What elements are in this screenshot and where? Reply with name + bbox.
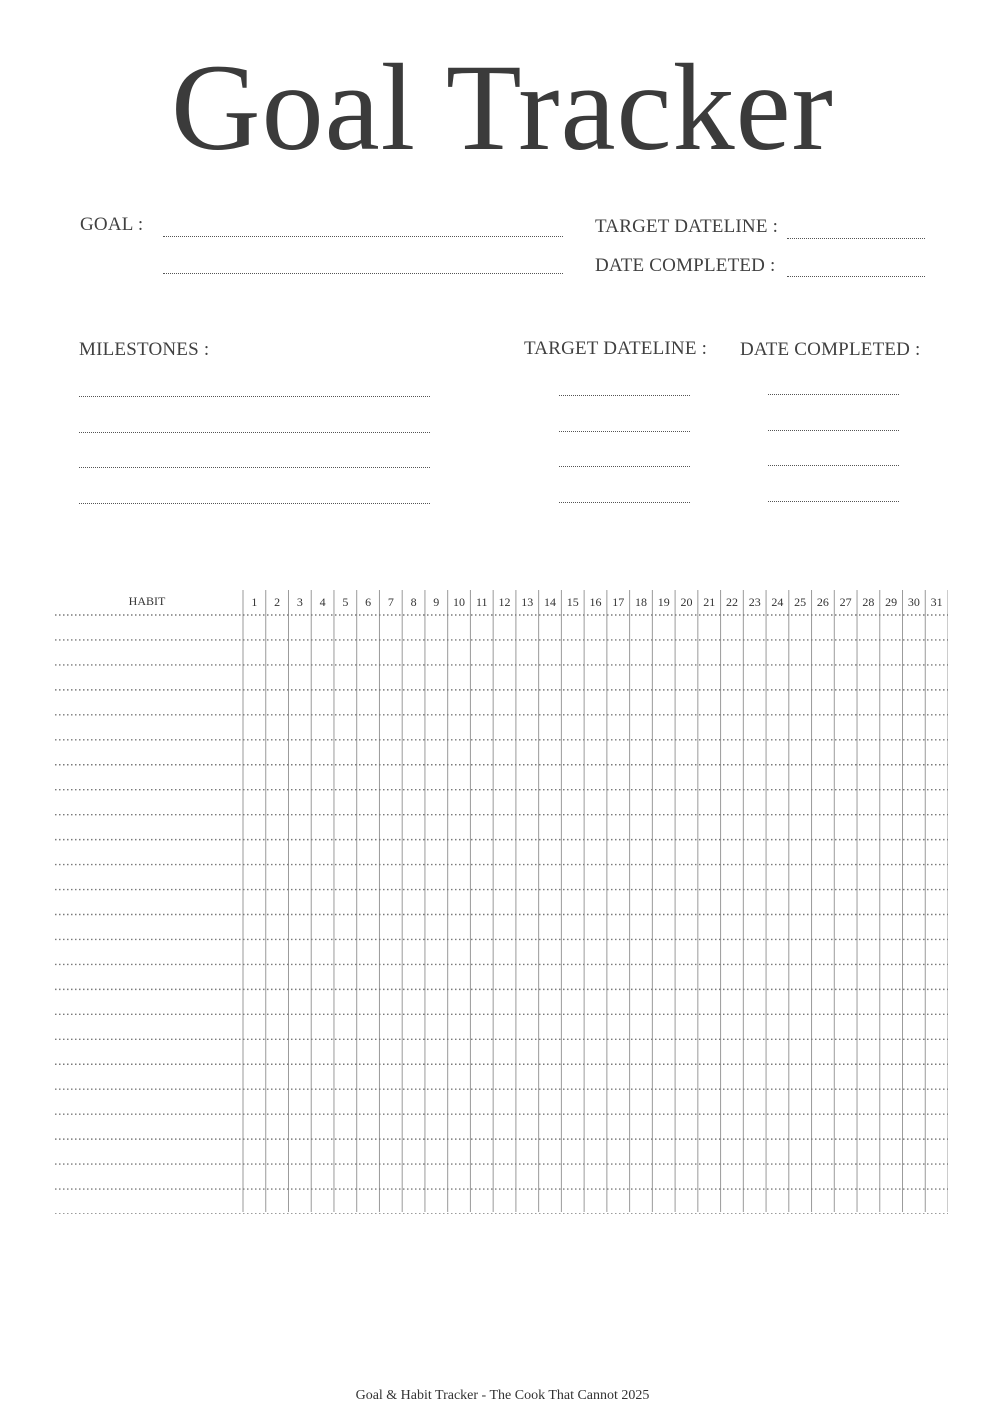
day-2-header: 2 [274, 595, 281, 609]
habit-name-field[interactable] [55, 865, 243, 890]
day-4-header: 4 [319, 595, 326, 609]
habit-name-field[interactable] [55, 1189, 243, 1214]
goal-date-completed-field[interactable] [787, 276, 925, 277]
habit-name-field[interactable] [55, 939, 243, 964]
day-20-header: 20 [680, 595, 693, 609]
milestone-target-field[interactable] [559, 466, 690, 467]
day-22-header: 22 [725, 595, 738, 609]
day-28-header: 28 [862, 595, 875, 609]
habit-name-field[interactable] [55, 715, 243, 740]
day-29-header: 29 [885, 595, 898, 609]
goal-label: GOAL : [80, 214, 144, 235]
habit-name-field[interactable] [55, 815, 243, 840]
habit-name-field[interactable] [55, 790, 243, 815]
milestone-target-field[interactable] [559, 502, 690, 503]
milestones-date-completed-label: DATE COMPLETED : [740, 339, 921, 360]
day-16-header: 16 [589, 595, 602, 609]
habit-name-field[interactable] [55, 1089, 243, 1114]
goal-target-dateline-label: TARGET DATELINE : [595, 216, 779, 237]
milestone-target-field[interactable] [559, 431, 690, 432]
day-14-header: 14 [544, 595, 557, 609]
habit-name-field[interactable] [55, 1139, 243, 1164]
milestones-label: MILESTONES : [79, 339, 210, 360]
day-13-header: 13 [521, 595, 534, 609]
habit-name-field[interactable] [55, 1039, 243, 1064]
habit-name-field[interactable] [55, 1014, 243, 1039]
habit-name-field[interactable] [55, 1114, 243, 1139]
habit-name-field[interactable] [55, 765, 243, 790]
habit-name-field[interactable] [55, 740, 243, 765]
day-1-header: 1 [251, 595, 258, 609]
goal-date-completed-label: DATE COMPLETED : [595, 255, 776, 276]
habit-name-field[interactable] [55, 665, 243, 690]
day-25-header: 25 [794, 595, 807, 609]
day-6-header: 6 [365, 595, 372, 609]
day-23-header: 23 [748, 595, 761, 609]
habit-tracker-grid [55, 588, 948, 1214]
habit-name-field[interactable] [55, 615, 243, 640]
day-30-header: 30 [907, 595, 920, 609]
day-9-header: 9 [433, 595, 440, 609]
day-26-header: 26 [816, 595, 829, 609]
milestone-field[interactable] [79, 503, 430, 504]
milestone-target-field[interactable] [559, 395, 690, 396]
milestone-completed-field[interactable] [768, 394, 899, 395]
day-27-header: 27 [839, 595, 852, 609]
day-19-header: 19 [657, 595, 670, 609]
milestone-field[interactable] [79, 396, 430, 397]
day-10-header: 10 [453, 595, 466, 609]
milestone-field[interactable] [79, 432, 430, 433]
goal-line-1[interactable] [163, 236, 563, 237]
day-15-header: 15 [566, 595, 579, 609]
day-12-header: 12 [498, 595, 511, 609]
habit-name-field[interactable] [55, 964, 243, 989]
day-7-header: 7 [387, 595, 394, 609]
day-8-header: 8 [410, 595, 417, 609]
milestones-target-dateline-label: TARGET DATELINE : [524, 338, 708, 359]
habit-grid-svg [55, 588, 948, 1214]
milestone-completed-field[interactable] [768, 501, 899, 502]
milestone-completed-field[interactable] [768, 430, 899, 431]
milestone-field[interactable] [79, 467, 430, 468]
habit-name-field[interactable] [55, 1164, 243, 1189]
day-17-header: 17 [612, 595, 625, 609]
page-title: Goal Tracker [171, 39, 834, 176]
day-31-header: 31 [930, 595, 943, 609]
goal-target-dateline-field[interactable] [787, 238, 925, 239]
habit-name-field[interactable] [55, 690, 243, 715]
day-18-header: 18 [634, 595, 647, 609]
habit-name-field[interactable] [55, 1064, 243, 1089]
milestone-completed-field[interactable] [768, 465, 899, 466]
day-21-header: 21 [703, 595, 716, 609]
habit-name-field[interactable] [55, 890, 243, 915]
day-24-header: 24 [771, 595, 784, 609]
habit-name-field[interactable] [55, 915, 243, 940]
habit-name-field[interactable] [55, 989, 243, 1014]
day-3-header: 3 [296, 595, 303, 609]
habit-name-field[interactable] [55, 840, 243, 865]
habit-header: HABIT [128, 594, 166, 608]
footer-text: Goal & Habit Tracker - The Cook That Cannot 2025 [355, 1388, 650, 1403]
day-5-header: 5 [342, 595, 349, 609]
goal-line-2[interactable] [163, 273, 563, 274]
habit-name-field[interactable] [55, 640, 243, 665]
day-11-header: 11 [476, 595, 488, 609]
